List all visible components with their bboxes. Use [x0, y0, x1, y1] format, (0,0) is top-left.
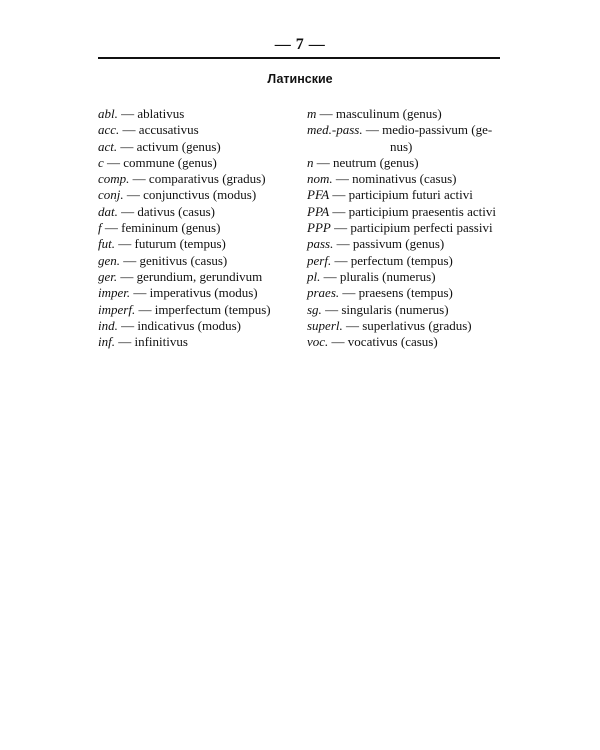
expansion: — participium perfecti passivi: [330, 220, 493, 236]
expansion: — commune (genus): [103, 154, 217, 170]
abbreviation-entry: [307, 106, 507, 122]
abbreviation: conj.: [98, 187, 124, 203]
abbreviation-entry: [307, 302, 507, 318]
abbreviation: inf.: [98, 334, 115, 350]
abbreviation-entry: [98, 204, 298, 220]
expansion: — dativus (casus): [117, 203, 215, 219]
expansion: — participium praesentis activi: [329, 203, 496, 219]
abbreviation: perf.: [307, 252, 332, 268]
abbreviation: ind.: [98, 317, 118, 333]
expansion: — masculinum (genus): [316, 106, 442, 121]
abbreviation-entry: [307, 220, 507, 236]
abbreviation: superl.: [307, 317, 343, 333]
expansion: — genitivus (casus): [120, 252, 228, 268]
abbreviation: abl.: [98, 106, 118, 121]
expansion: — superlativus (gradus): [342, 317, 472, 333]
abbreviation-entry: [98, 302, 298, 318]
abbreviation-entry: [98, 106, 298, 122]
abbreviation: sg.: [307, 301, 322, 317]
abbreviation-entry: [307, 187, 507, 203]
abbreviation: nom.: [307, 171, 333, 187]
abbreviation-entry: [98, 269, 298, 285]
expansion: — participium futuri activi: [329, 187, 473, 203]
abbreviation-entry-continuation: [307, 139, 507, 155]
expansion: — imperativus (modus): [130, 285, 258, 301]
abbreviation: PPA: [307, 203, 330, 219]
abbreviation-entry: [98, 236, 298, 252]
expansion: — gerundium, gerundivum: [117, 268, 263, 284]
abbreviation-entry: [98, 220, 298, 236]
abbreviation-entry: [98, 171, 298, 187]
expansion: — praesens (tempus): [339, 285, 453, 301]
abbreviation: c: [98, 154, 104, 170]
abbreviation-entry: [307, 171, 507, 187]
abbreviation: praes.: [307, 285, 340, 301]
expansion: — comparativus (gradus): [129, 171, 266, 187]
abbreviation-entry: [307, 155, 507, 171]
header-rule: [98, 57, 500, 59]
expansion: — accusativus: [119, 122, 199, 138]
abbreviation-entry: [307, 253, 507, 269]
abbreviation-entry: [98, 285, 298, 301]
expansion: — nominativus (casus): [332, 171, 457, 187]
abbreviation: gen.: [98, 252, 121, 268]
expansion: — infinitivus: [114, 334, 188, 350]
abbreviation: n: [307, 154, 314, 170]
abbreviation: acc.: [98, 122, 120, 138]
abbreviation: pass.: [307, 236, 334, 252]
abbreviation: med.-pass.: [307, 122, 363, 138]
abbreviation: imperf.: [98, 301, 136, 317]
abbreviation: imper.: [98, 285, 131, 301]
abbreviation: fut.: [98, 236, 115, 252]
abbreviation-entry: [98, 253, 298, 269]
section-title: Латинские: [267, 72, 333, 86]
expansion: — femininum (genus): [101, 220, 221, 236]
abbreviation: f: [98, 220, 102, 236]
abbreviation-entry: [98, 139, 298, 155]
left-column: [98, 106, 298, 350]
abbreviation: dat.: [98, 203, 118, 219]
right-column: [307, 106, 507, 350]
abbreviation-entry: [98, 318, 298, 334]
expansion: — passivum (genus): [333, 236, 445, 252]
expansion: — medio-passivum (ge-: [362, 122, 493, 138]
abbreviation-entry: [98, 155, 298, 171]
expansion: — neutrum (genus): [313, 154, 419, 170]
expansion: nus): [390, 138, 413, 154]
abbreviation-entry: [98, 122, 298, 138]
abbreviation-entry: [98, 334, 298, 350]
abbreviation-entry: [98, 187, 298, 203]
expansion: — futurum (tempus): [114, 236, 226, 252]
expansion: — conjunctivus (modus): [123, 187, 257, 203]
abbreviation-entry: [307, 318, 507, 334]
expansion: — pluralis (numerus): [320, 268, 436, 284]
abbreviation-entry: [307, 122, 507, 138]
expansion: — activum (genus): [117, 138, 221, 154]
expansion: — perfectum (tempus): [331, 252, 453, 268]
abbreviation-entry: [307, 236, 507, 252]
expansion: — ablativus: [117, 106, 185, 121]
abbreviation: voc.: [307, 334, 329, 350]
abbreviation-entry: [307, 334, 507, 350]
expansion: — vocativus (casus): [328, 334, 438, 350]
abbreviation: PFA: [307, 187, 330, 203]
abbreviation-entry: [307, 285, 507, 301]
abbreviation: ger.: [98, 268, 118, 284]
abbreviation: act.: [98, 138, 118, 154]
abbreviation-entry: [307, 269, 507, 285]
abbreviation-entry: [307, 204, 507, 220]
page-number: — 7 —: [274, 36, 326, 53]
abbreviation: pl.: [307, 268, 321, 284]
abbreviation: m: [307, 106, 317, 121]
abbreviation: comp.: [98, 171, 130, 187]
expansion: — imperfectum (tempus): [135, 301, 271, 317]
abbreviation: PPP: [307, 220, 331, 236]
expansion: — singularis (numerus): [321, 301, 449, 317]
expansion: — indicativus (modus): [117, 317, 242, 333]
